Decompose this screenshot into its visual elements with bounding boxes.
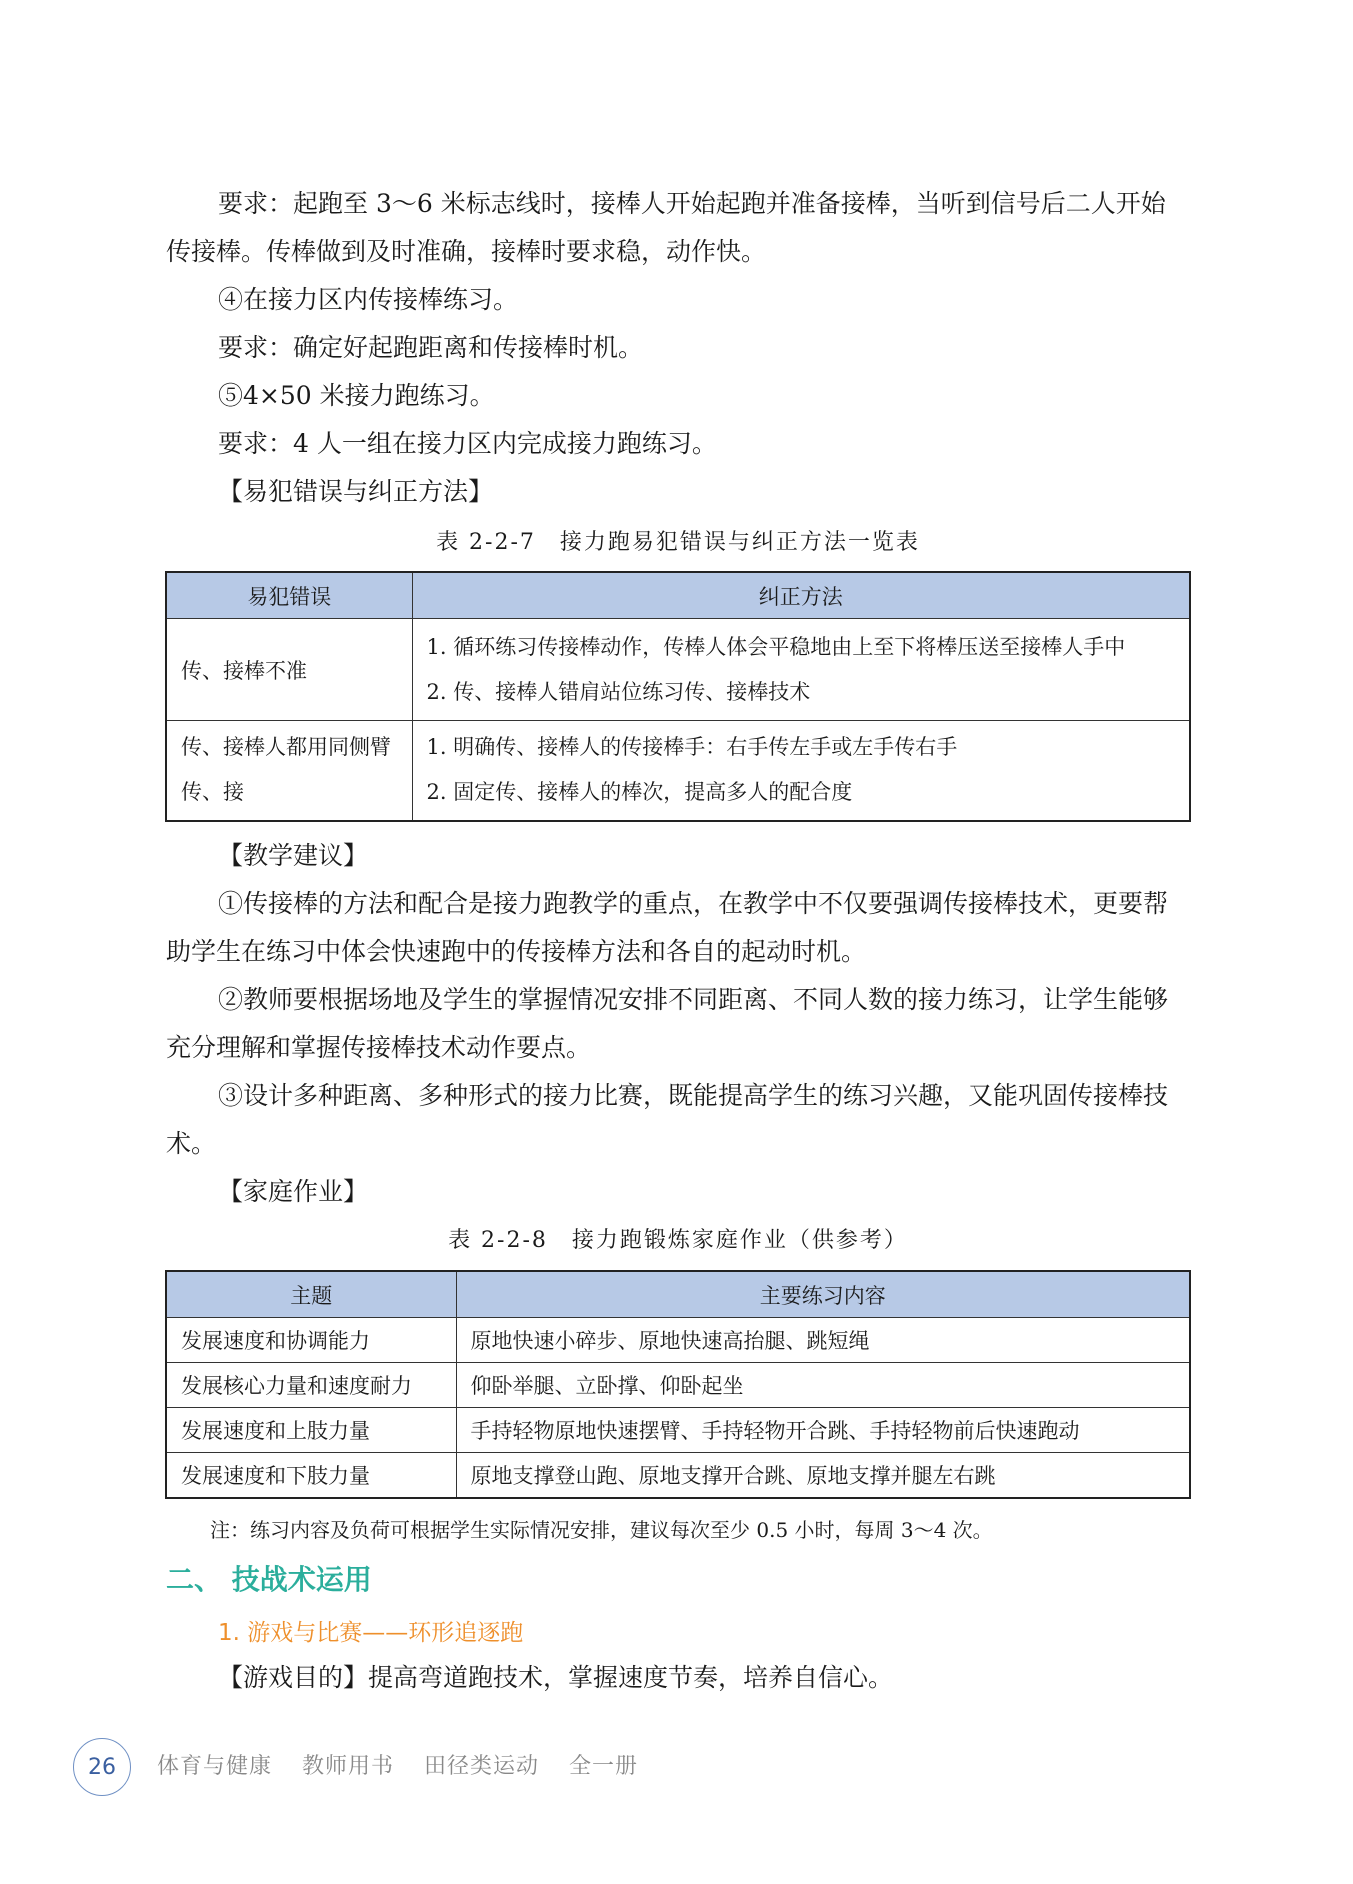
- table-cell-content: 原地快速小碎步、原地快速高抬腿、跳短绳: [456, 1318, 1190, 1363]
- table-cell-error: 传、接棒不准: [166, 619, 412, 721]
- table-cell-topic: 发展核心力量和速度耐力: [166, 1363, 456, 1408]
- footer-volume: 全一册: [569, 1754, 639, 1779]
- fix-line: 1. 明确传、接棒人的传接棒手：右手传左手或左手传右手: [426, 735, 958, 760]
- table-cell-content: 仰卧举腿、立卧撑、仰卧起坐: [456, 1363, 1190, 1408]
- advice-paragraph: ①传接棒的方法和配合是接力跑教学的重点，在教学中不仅要强调传接棒技术，更要帮助学生在练习中体会快速跑中的传接棒方法和各自的起动时机。: [166, 889, 1169, 966]
- footer-category: 田径类运动: [424, 1754, 540, 1779]
- section-heading-advice: 【教学建议】: [218, 841, 369, 870]
- table-cell-topic: 发展速度和下肢力量: [166, 1453, 456, 1498]
- table-cell-error: 传、接棒人都用同侧臂传、接: [166, 721, 412, 821]
- advice-paragraph: ②教师要根据场地及学生的掌握情况安排不同距离、不同人数的接力练习，让学生能够充分理解和掌握传接棒技术动作要点。: [166, 985, 1169, 1062]
- game-goal: 【游戏目的】提高弯道跑技术，掌握速度节奏，培养自信心。: [218, 1663, 894, 1692]
- fix-line: 1. 循环练习传接棒动作，传棒人体会平稳地由上至下将棒压送至接棒人手中: [426, 634, 1126, 659]
- requirement-text: 要求：确定好起跑距离和传接棒时机。: [218, 333, 644, 362]
- subsection-title: 1. 游戏与比赛——环形追逐跑: [218, 1620, 524, 1646]
- advice-paragraph: ③设计多种距离、多种形式的接力比赛，既能提高学生的练习兴趣，又能巩固传接棒技术。: [166, 1081, 1169, 1158]
- drill-4: ④在接力区内传接棒练习。: [218, 285, 519, 314]
- table-cell-content: 手持轻物原地快速摆臂、手持轻物开合跳、手持轻物前后快速跑动: [456, 1408, 1190, 1453]
- section-heading-homework: 【家庭作业】: [218, 1177, 369, 1206]
- table-header: 纠正方法: [412, 572, 1190, 619]
- table-note: 注：练习内容及负荷可根据学生实际情况安排，建议每次至少 0.5 小时，每周 3～4 次。: [210, 1518, 993, 1542]
- homework-table: [165, 1270, 1191, 1499]
- section-heading-errors: 【易犯错误与纠正方法】: [218, 477, 494, 506]
- fix-line: 2. 传、接棒人错肩站位练习传、接棒技术: [426, 679, 811, 704]
- table-cell-fix: [412, 619, 1190, 721]
- errors-table: [165, 571, 1191, 822]
- footer-type: 教师用书: [302, 1754, 395, 1779]
- footer-book: 体育与健康: [157, 1754, 273, 1779]
- table2-caption: 表 2-2-8 接力跑锻炼家庭作业（供参考）: [448, 1228, 908, 1253]
- requirement-text: 要求：4 人一组在接力区内完成接力跑练习。: [218, 429, 717, 458]
- requirement-text: 要求：起跑至 3～6 米标志线时，接棒人开始起跑并准备接棒，当听到信号后二人开始传接棒。传棒做到及时准确，接棒时要求稳，动作快。: [166, 189, 1166, 266]
- section-title: 二、 技战术运用: [166, 1563, 372, 1596]
- table-cell-topic: 发展速度和上肢力量: [166, 1408, 456, 1453]
- page-number: 26: [73, 1738, 131, 1796]
- drill-5: ⑤4×50 米接力跑练习。: [218, 381, 495, 410]
- table-cell-topic: 发展速度和协调能力: [166, 1318, 456, 1363]
- table-header: 易犯错误: [166, 572, 412, 619]
- fix-line: 2. 固定传、接棒人的棒次，提高多人的配合度: [426, 780, 853, 805]
- table1-caption: 表 2-2-7 接力跑易犯错误与纠正方法一览表: [436, 530, 920, 555]
- table-cell-content: 原地支撑登山跑、原地支撑开合跳、原地支撑并腿左右跳: [456, 1453, 1190, 1498]
- table-header: 主要练习内容: [456, 1271, 1190, 1318]
- table-cell-fix: [412, 721, 1190, 821]
- footer-book-info: [157, 1749, 660, 1780]
- table-header: 主题: [166, 1271, 456, 1318]
